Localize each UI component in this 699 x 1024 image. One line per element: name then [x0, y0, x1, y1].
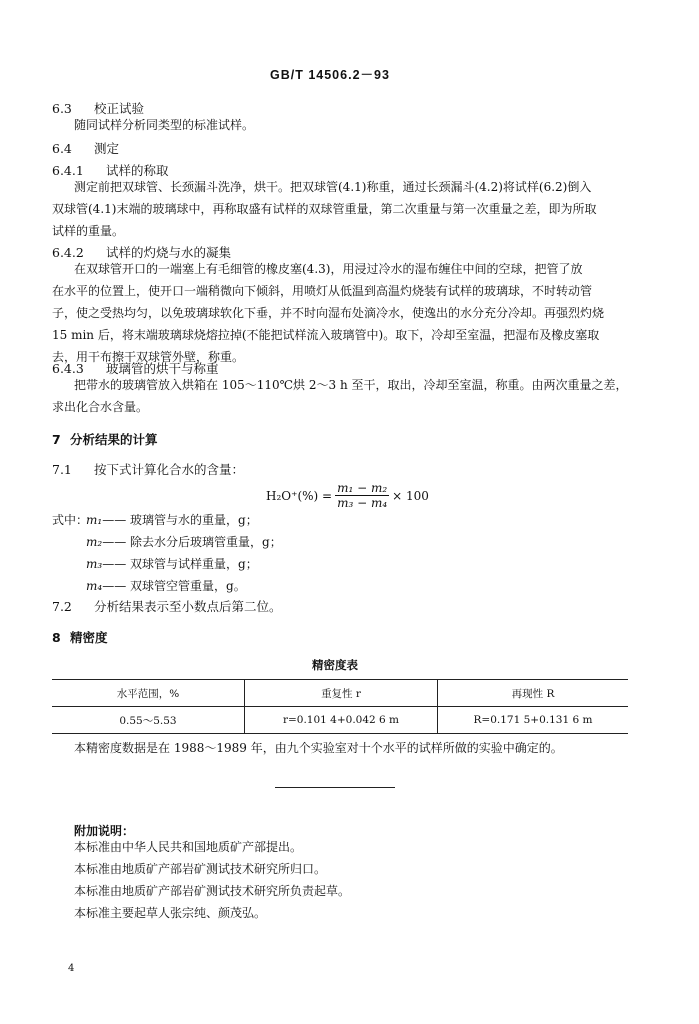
document-header: GB/T 14506.2－93	[270, 68, 390, 82]
section-7-1	[52, 460, 244, 478]
formula-rhs: × 100	[392, 488, 429, 503]
section-6-4-2-line-1: 在双球管开口的一端塞上有毛细管的橡皮塞(4.3)，用浸过冷水的湿布缠住中间的空球，把管了放	[74, 262, 583, 276]
section-number: 6.4.3	[52, 361, 84, 376]
section-7-heading	[52, 430, 158, 448]
section-title: 试样的灼烧与水的凝集	[106, 245, 232, 260]
section-text: 按下式计算化合水的含量：	[94, 462, 245, 477]
section-6-4-1-line-3: 试样的重量。	[52, 224, 125, 238]
where-intro: 式中：	[52, 513, 89, 527]
section-title: 校正试验	[94, 101, 145, 116]
section-6-4-2-line-3: 子，使之受热均匀，以免玻璃球软化下垂，并不时向湿布处滴冷水，使逸出的水分充分冷却。再强烈灼烧	[52, 306, 605, 320]
section-6-4-2-line-4: 15 min 后，将末端玻璃球烧熔拉掉(不能把试样流入玻璃管中)。取下，冷却至室温，把湿布及橡皮塞取	[52, 328, 600, 342]
table-row	[52, 707, 628, 734]
section-title: 测定	[94, 141, 120, 156]
appendix-line-1: 本标准由中华人民共和国地质矿产部提出。	[74, 840, 303, 854]
table-caption: 精密度表	[312, 658, 358, 672]
section-title: 试样的称取	[106, 163, 169, 178]
formula-fraction	[335, 481, 389, 510]
section-number: 8	[52, 630, 61, 645]
appendix-line-3: 本标准由地质矿产部岩矿测试技术研究所负责起草。	[74, 884, 351, 898]
section-6-4-3-line-2: 求出化合水含量。	[52, 400, 149, 414]
table-cell: R=0.171 5+0.131 6 m	[438, 707, 629, 734]
symbol: m₂	[86, 535, 103, 549]
section-title: 精密度	[70, 630, 108, 645]
section-6-4-1-line-1: 测定前把双球管、长颈漏斗洗净，烘干。把双球管(4.1)称重，通过长颈漏斗(4.2)将试样(6.2)倒入	[74, 180, 592, 194]
where-item-4	[86, 575, 246, 597]
desc: —— 双球管空管重量，g。	[102, 579, 246, 593]
section-number: 6.3	[52, 101, 72, 116]
where-item-1	[86, 509, 258, 531]
precision-note: 本精密度数据是在 1988～1989 年，由九个实验室对十个水平的试样所做的实验中确定的。	[74, 741, 563, 755]
where-item-2	[86, 531, 282, 553]
section-title: 玻璃管的烘干与称重	[106, 361, 219, 376]
table-header-cell: 再现性 R	[438, 680, 629, 707]
table-header-row	[52, 680, 628, 707]
formula	[266, 481, 429, 510]
symbol: m₄	[86, 579, 103, 593]
appendix-line-4: 本标准主要起草人张宗纯、颜茂弘。	[74, 906, 267, 920]
table-header-cell: 重复性 r	[245, 680, 438, 707]
formula-lhs: H₂O⁺(%) =	[266, 488, 333, 503]
section-6-4-3-line-1: 把带水的玻璃管放入烘箱在 105～110℃烘 2～3 h 至干，取出，冷却至室温，称重。由两次重量之差，	[74, 378, 628, 392]
table-cell: 0.55～5.53	[52, 707, 245, 734]
appendix-title: 附加说明：	[74, 824, 135, 838]
section-number: 7	[52, 432, 61, 447]
formula-denominator: m₃ − m₄	[337, 496, 388, 510]
desc: —— 玻璃管与水的重量，g；	[102, 513, 258, 527]
section-7-2	[52, 597, 282, 615]
table-header-cell: 水平范围，%	[52, 680, 245, 707]
section-6-4-2-line-5: 去，用干布擦干双球管外壁，称重。	[52, 350, 245, 364]
section-6-4-2-line-2: 在水平的位置上，使开口一端稍微向下倾斜，用喷灯从低温到高温灼烧装有试样的玻璃球，不时转动管	[52, 284, 593, 298]
symbol: m₁	[86, 513, 103, 527]
separator-line	[275, 787, 395, 788]
desc: —— 除去水分后玻璃管重量，g；	[102, 535, 282, 549]
appendix-line-2: 本标准由地质矿产部岩矿测试技术研究所归口。	[74, 862, 327, 876]
section-number: 7.2	[52, 599, 72, 614]
section-6-4-heading	[52, 139, 119, 157]
precision-table	[52, 679, 628, 734]
where-item-3	[86, 553, 258, 575]
symbol: m₃	[86, 557, 103, 571]
section-number: 6.4	[52, 141, 72, 156]
page-number: 4	[68, 963, 75, 974]
section-text: 分析结果表示至小数点后第二位。	[94, 599, 282, 614]
table-cell: r=0.101 4+0.042 6 m	[245, 707, 438, 734]
section-6-3-body: 随同试样分析同类型的标准试样。	[74, 118, 255, 132]
section-number: 6.4.1	[52, 163, 84, 178]
section-number: 6.4.2	[52, 245, 84, 260]
section-8-heading	[52, 628, 108, 646]
section-6-4-1-line-2: 双球管(4.1)末端的玻璃球中，再称取盛有试样的双球管重量，第二次重量与第一次重量之差，即为所取	[52, 202, 597, 216]
desc: —— 双球管与试样重量，g；	[102, 557, 258, 571]
section-number: 7.1	[52, 462, 72, 477]
section-title: 分析结果的计算	[70, 432, 158, 447]
formula-numerator: m₁ − m₂	[337, 481, 388, 495]
